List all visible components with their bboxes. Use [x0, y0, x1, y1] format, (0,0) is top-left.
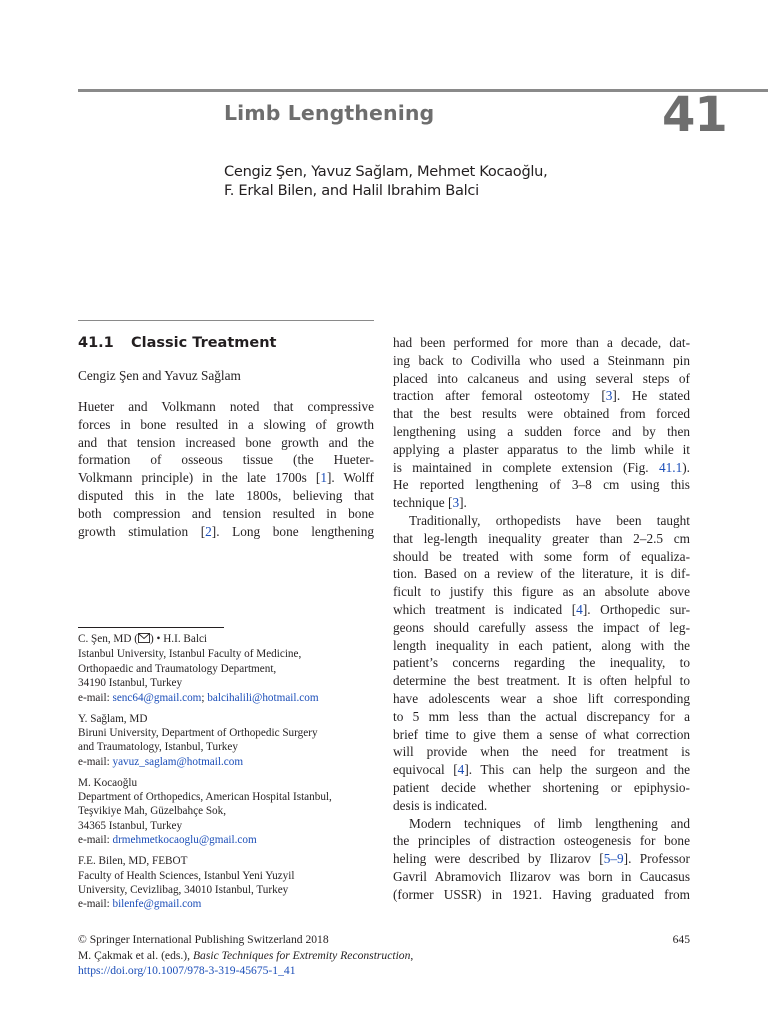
chapter-number: 41	[662, 87, 727, 143]
text-line: that the best results were obtained from forced	[393, 406, 690, 422]
text-line: will provide when the need for treatment is	[393, 744, 690, 760]
text-line: should be treated with some form of equaliza-	[393, 548, 690, 564]
email-link-kocaoglu[interactable]: drmehmetkocaoglu@gmail.com	[112, 834, 257, 847]
envelope-icon[interactable]	[138, 633, 150, 647]
text-line: which treatment is indicated [4]. Orthopedic sur-	[393, 601, 691, 617]
affiliation-line: 34190 Istanbul, Turkey	[78, 677, 183, 690]
affiliation-line: Faculty of Health Sciences, Istanbul Yeni Yuzyil	[78, 869, 295, 882]
affiliation-line: Biruni University, Department of Orthopedic Surgery	[78, 726, 318, 739]
figure-reference[interactable]: 41.1	[658, 459, 683, 475]
text-line: that leg-length inequality greater than 2–2.5 cm	[393, 530, 690, 546]
authors-line-1: Cengiz Şen, Yavuz Sağlam, Mehmet Kocaoğlu,	[224, 163, 548, 180]
text-line: to 5 mm less than the actual discrepancy for a	[393, 708, 690, 724]
copyright: © Springer International Publishing Switzerland 2018	[78, 933, 329, 946]
text-line: He reported lengthening of 3–8 cm using this	[393, 477, 690, 493]
doi-link[interactable]: https://doi.org/10.1007/978-3-319-45675-1_41	[78, 964, 296, 978]
text-line: Traditionally, orthopedists have been taught	[409, 512, 690, 528]
text-line: ing back to Codivilla who used a Steinmann pin	[393, 352, 690, 368]
affiliation-line: Department of Orthopedics, American Hospital Istanbul,	[78, 791, 332, 804]
chapter-authors	[224, 162, 547, 200]
text-line: growth stimulation [2]. Long bone lengthening	[78, 523, 374, 539]
text-line: patient decide whether shortening or epiphysio-	[393, 779, 690, 795]
text-line: determine the best treatment. It is often helpful to	[393, 673, 690, 689]
affiliation-line: University, Cevizlibag, 34010 Istanbul, Turkey	[78, 884, 289, 896]
section-heading	[78, 335, 374, 351]
text-line: applying a plaster apparatus to the limb while it	[393, 441, 690, 457]
section-rule	[78, 320, 374, 321]
affiliation-line: and Traumatology, Istanbul, Turkey	[78, 741, 238, 754]
email-label: e-mail:	[78, 755, 113, 768]
affiliation-sen	[78, 632, 378, 705]
section-title: Classic Treatment	[131, 335, 277, 351]
citation-reference[interactable]: 3	[605, 388, 613, 404]
left-body-paragraph	[78, 398, 374, 540]
section-number: 41.1	[78, 335, 114, 351]
affiliation-name: Y. Sağlam, MD	[78, 712, 148, 725]
chapter-title: Limb Lengthening	[224, 101, 435, 125]
editors: M. Çakmak et al. (eds.),	[78, 948, 193, 962]
book-citation	[78, 948, 690, 964]
citation-comma: ,	[410, 948, 414, 962]
email-label: e-mail:	[78, 898, 113, 911]
text-line: length inequality in each patient, along with the	[393, 637, 690, 653]
text-line: Hueter and Volkmann noted that compressive	[78, 399, 374, 414]
text-line: have adolescents wear a shoe lift corresponding	[393, 690, 690, 706]
text-line: both compression and tension resulted in bone	[78, 505, 374, 521]
citation-reference[interactable]: 1	[320, 470, 327, 486]
email-label: e-mail:	[78, 691, 113, 704]
affiliation-line: Orthopaedic and Traumatology Department,	[78, 662, 277, 675]
citation-reference[interactable]: 5–9	[603, 851, 624, 867]
text-line: had been performed for more than a decade, dat-	[393, 335, 690, 350]
affiliation-name-tail: ) • H.I. Balci	[149, 633, 208, 645]
affiliation-name: C. Şen, MD (	[78, 633, 138, 645]
text-line: placed into calcaneus and using several steps of	[393, 370, 690, 386]
text-line: Gavril Abramovich Ilizarov was born in Caucasus	[393, 868, 690, 884]
text-line: technique [3].	[393, 495, 467, 511]
text-line: brief time to give them a sense of what correction	[393, 726, 690, 742]
email-link-saglam[interactable]: yavuz_saglam@hotmail.com	[112, 755, 244, 768]
affiliation-name: M. Kocaoğlu	[78, 776, 138, 789]
text-line: disputed this in the late 1800s, believing that	[78, 487, 374, 503]
affiliation-line: Teşvikiye Mah, Güzelbahçe Sok,	[78, 805, 227, 818]
text-line: lengthening using a sudden force and by then	[393, 423, 690, 439]
text-line: and that tension increased bone growth and the	[78, 434, 374, 450]
text-line: traction after femoral osteotomy [3]. He stated	[393, 388, 690, 404]
affiliation-kocaoglu	[78, 776, 378, 848]
email-link-balci[interactable]: balcihalili@hotmail.com	[207, 691, 319, 704]
email-separator: ;	[201, 691, 208, 704]
text-line: heling were described by Ilizarov [5–9]. Professor	[393, 851, 690, 867]
right-column	[393, 334, 690, 904]
affiliation-bilen	[78, 854, 378, 912]
affiliation-line: Istanbul University, Istanbul Faculty of Medicine,	[78, 648, 302, 661]
text-line: desis is indicated.	[393, 797, 488, 813]
text-line: tion. Based on a review of the literature, it is dif-	[393, 566, 690, 582]
citation-reference[interactable]: 4	[576, 601, 583, 617]
email-label: e-mail:	[78, 834, 113, 847]
text-line: equivocal [4]. This can help the surgeon and the	[393, 762, 691, 778]
text-line: Modern techniques of limb lengthening and	[409, 815, 690, 831]
text-line: forces in bone resulted in a slowing of growth	[78, 416, 374, 432]
authors-line-2: F. Erkal Bilen, and Halil Ibrahim Balci	[224, 182, 479, 199]
footnote-rule	[78, 627, 224, 628]
paragraph-3	[393, 815, 690, 904]
citation-reference[interactable]: 3	[452, 495, 460, 511]
paragraph-1	[393, 334, 690, 512]
text-line: is maintained in complete extension (Fig. 41.1).	[393, 459, 690, 475]
text-line: (former USSR) in 1921. Having graduated from	[393, 886, 690, 902]
citation-reference[interactable]: 2	[205, 523, 212, 539]
text-line: ficult to justify this figure as an absolute above	[393, 584, 690, 600]
text-line: Volkmann principle) in the late 1700s [1]. Wolff	[78, 470, 374, 486]
paragraph-2	[393, 512, 690, 815]
affiliation-name: F.E. Bilen, MD, FEBOT	[78, 855, 188, 868]
page-number: 645	[672, 933, 690, 946]
text-line: geons should carefully assess the impact of leg-	[393, 619, 690, 635]
book-title: Basic Techniques for Extremity Reconstruction	[192, 948, 411, 962]
left-column	[78, 320, 374, 540]
section-authors: Cengiz Şen and Yavuz Sağlam	[78, 368, 241, 383]
author-affiliations	[78, 632, 378, 918]
citation-reference[interactable]: 4	[457, 762, 465, 778]
page-footer	[78, 932, 690, 979]
email-link-bilen[interactable]: bilenfe@gmail.com	[112, 898, 202, 911]
email-link-sen[interactable]: senc64@gmail.com	[112, 691, 202, 704]
text-line: patient’s concerns regarding the inequality, to	[393, 655, 690, 671]
affiliation-saglam	[78, 712, 378, 770]
text-line: formation of osseous tissue (the Hueter-	[78, 452, 374, 468]
affiliation-line: 34365 Istanbul, Turkey	[78, 819, 183, 832]
text-line: the principles of distraction osteogenesis for bone	[393, 833, 690, 849]
